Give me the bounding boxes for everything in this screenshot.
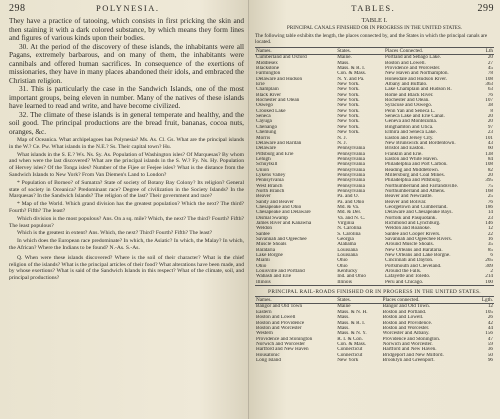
table-cell: Easton and White Haven. <box>385 156 438 162</box>
table-cell: R. I. & Con. <box>337 336 363 342</box>
table-subcaption: The following table exhibits the length, the places connected by, and the States in which the principal canals are located. <box>255 33 488 45</box>
table-cell: Honesdale and Hudson River. <box>385 76 447 82</box>
table-cell: Blackstone <box>256 66 280 72</box>
table-cell: Pennsylvania <box>337 156 365 162</box>
table-cell: 108 <box>485 162 493 168</box>
table-title: TABLE I. <box>361 17 388 24</box>
table-cell: Geneva and Montezuma. <box>385 119 438 125</box>
left-page-header <box>9 3 244 14</box>
table-cell: Georgetown and Cumberland. <box>385 204 448 210</box>
canals-table <box>255 47 494 285</box>
table-cell: Portsmouth and Cleveland. <box>385 263 442 269</box>
table-cell: 78 <box>487 71 493 77</box>
table-cell: Erie <box>256 82 265 88</box>
table-cell: New Haven and Northampton. <box>385 71 449 77</box>
table-cell: 75 <box>487 183 493 189</box>
table-cell: Morris <box>256 135 271 141</box>
table-cell: Bridgeport and New Milford. <box>382 352 444 358</box>
table-cell: Louisiana <box>337 247 358 253</box>
table-cell: Rochester and Olean. <box>385 98 430 104</box>
table-cell: Pennsylvania <box>256 178 284 184</box>
table-cell: Pennsylvania <box>337 162 365 168</box>
table-cell: Boston and Worcester <box>256 325 302 331</box>
table-cell: Philadelphia and Pittsburg. <box>385 178 442 184</box>
table-cell: 76 <box>487 92 493 98</box>
table-cell: Maine. <box>337 54 352 61</box>
body-paragraph: 30. At the period of the discovery of these islands, the inhabitants were all Pagans, extremely barbarous, and on many of them, the inhabitants were cannibals and offered human sacrifices. In consequence of the exertions of missionaries, they have in many places abandoned their idols, and embraced the Christian religion. <box>9 41 244 85</box>
table-cell: Dismal Swamp <box>256 215 288 221</box>
table-cell: Providence and Stonington. <box>382 336 441 342</box>
table-cell: Mass. <box>337 60 350 66</box>
railroads-table <box>255 296 494 363</box>
table-cell: Pennsylvania <box>337 183 365 189</box>
table-cell: Black River <box>256 92 281 98</box>
table-cell: 38 <box>487 103 493 109</box>
table-cell: Champlain <box>256 87 279 93</box>
table-cell: Northumberland and Athens. <box>385 188 446 194</box>
table-cell: Miami <box>256 258 270 264</box>
table-cell: 43 <box>487 140 493 146</box>
table-cell: Albany and Buffalo. <box>385 82 428 88</box>
table-cell: 36 <box>487 347 493 353</box>
table-row <box>255 358 494 363</box>
right-page-header <box>255 3 494 14</box>
table-cell: Providence and Stonington <box>256 336 313 342</box>
table-cell: New York. <box>337 108 360 114</box>
table-cell: Providence and Worcester. <box>385 66 441 72</box>
question-paragraph: Map of Oceanica. What archipelagoes has Polynesia? Ms. As. Cl. Gs. What are the principal islands in the W.? Ce. Pw. What islands in the N.E.? Ss. Their capital town? Hu. <box>9 137 244 150</box>
table-cell: Cumberland and Oxford <box>256 54 307 61</box>
table-cell: Worcester and Albany. <box>382 331 430 337</box>
table-cell: Beaver and Newcastle. <box>385 194 433 200</box>
column-header: Lgth. <box>475 297 494 304</box>
table-cell: Syracuse and Oswego. <box>385 103 433 109</box>
table-cell: North Branch <box>256 188 285 194</box>
table-cell: Weldon and Roanoke. <box>385 226 431 232</box>
table-cell: New York. <box>337 87 360 93</box>
table-cell: 26 <box>487 315 493 321</box>
table-cell: Louisiana <box>337 253 358 259</box>
table-cell: Hartford and New Haven <box>256 347 309 353</box>
table-cell: 395 <box>485 178 493 184</box>
table-cell: 100 <box>485 279 493 285</box>
table-cell: 138 <box>485 151 493 157</box>
table-cell: Pennsylvania <box>337 172 365 178</box>
table-cell: Mass. & R. I. <box>337 320 366 326</box>
table-cell: Ohio <box>256 263 267 269</box>
table-cell: 85 <box>487 247 493 253</box>
table-cell: Richmond and Lynchburg. <box>385 221 441 226</box>
table-cell: 108 <box>485 76 493 82</box>
table-cell: 97 <box>487 124 493 130</box>
body-paragraph: 32. The climate of these islands is in general temperate and healthy, and the soil good. The principal productions are the bread fruit, bananas, cocoa nuts, oranges, &c. <box>9 109 244 136</box>
table-cell: Boston and Lowell. <box>385 60 426 66</box>
table-cell: Santee and Cooper Rivers. <box>385 231 441 237</box>
table-cell: Norfolk and Pasquotank. <box>385 215 437 221</box>
table-cell: Boston and Providence. <box>382 320 433 326</box>
table-cell: Seneca Lake and Erie Canal. <box>385 114 445 120</box>
table-cell: Maine <box>337 303 351 310</box>
table-cell: 27 <box>487 60 493 66</box>
table-cell: Reading and Middletown. <box>385 167 440 173</box>
table-cell: New York. <box>337 82 360 88</box>
table-cell: Northumberland and Farrandsville. <box>385 183 459 189</box>
table-cell: New York. <box>337 130 360 136</box>
table-cell: Binghamton and Utica. <box>385 124 434 130</box>
table-cell: Pittsburg and Erie <box>256 151 294 157</box>
table-cell: 76 <box>487 199 493 205</box>
table-cell: Mass. <box>337 325 350 331</box>
table-cell: Eastern <box>256 309 272 315</box>
body-paragraph: 31. This is particularly the case in the Sandwich Islands, one of the most important groups, being eleven in number. Many of the natives of these islands have learned to read and write, and have become civilized. <box>9 84 244 110</box>
table-cell: Lehigh <box>256 156 271 162</box>
table-cell: 14 <box>487 210 493 216</box>
table-cell: 60 <box>487 146 493 152</box>
running-title: POLYNESIA. <box>96 3 160 13</box>
table-cell: 47 <box>487 336 493 342</box>
table-cell: New Orleans and Barataria. <box>385 247 443 253</box>
table-cell: Franklin and Erie. <box>385 151 423 157</box>
table-cell: 265 <box>485 258 493 264</box>
table-cell: Bangor and Old Town. <box>382 303 431 310</box>
table-cell: 25 <box>487 194 493 200</box>
table-cell: Boston and Lowell <box>256 315 296 321</box>
table-rule <box>255 285 494 286</box>
table-cell: Delaware and Hudson <box>256 76 303 82</box>
table-cell: New York. <box>337 114 360 120</box>
table-cell: 44 <box>487 325 493 331</box>
table-cell: 309 <box>485 263 493 269</box>
table-cell: Peru and Chicago. <box>385 279 424 285</box>
body-paragraph: They have a practice of tatooing, which consists in first pricking the skin and then staining it with a dark colored substance, by which means they form lines and figures of various kinds upon their bodies. <box>9 16 244 42</box>
table-cell: Con. & Mass. <box>337 71 367 77</box>
table-cell: 107 <box>485 98 493 104</box>
table-cell: Illinois <box>256 279 271 285</box>
table-cell: Pennsylvania <box>337 178 365 184</box>
table-cell: Rome and Black River. <box>385 92 434 98</box>
table-cell: Connecticut <box>337 352 363 358</box>
table-cell: Cincinnati and Dayton. <box>385 258 434 264</box>
table-cell: Cayuga <box>256 119 272 125</box>
table-cell: Easton and Jersey City. <box>385 135 434 141</box>
table-cell: New York. <box>337 119 360 125</box>
table-cell: 105 <box>485 309 493 315</box>
question-paragraph: * Population of Borneo? of Sumatra? State of society of Botany Bay Colony? Its religion? General state of society in Oceanica? Predominant race? Degree of civilization in the Society Islands? In the Marquesas? In the Sandwich Islands? The religion of the last? Their government and race? <box>9 179 244 200</box>
table-cell: Pennsylvania <box>337 167 365 173</box>
table-cell: New Orleans and Lake Borgne. <box>385 253 451 259</box>
table-cell: Seneca <box>256 114 271 120</box>
table-cell: Millersburg and Coal Mines. <box>385 172 445 178</box>
table-cell: Va. and N. C. <box>337 215 366 221</box>
page-number: 299 <box>477 3 494 14</box>
table-cell: 45 <box>487 66 493 72</box>
table-cell: Around the Falls. <box>385 269 422 275</box>
table-cell: Philadelphia and Port Carbon. <box>385 162 448 168</box>
table-cell: N. J. <box>337 135 347 141</box>
table-cell: Pa. and Ohio <box>337 199 365 205</box>
table-cell: N. Carolina <box>337 226 362 232</box>
table-cell: Ind. and Ohio <box>337 274 366 280</box>
table-cell: 146 <box>485 221 493 226</box>
table-cell: Boston and Worcester. <box>382 325 430 331</box>
right-page <box>249 0 500 419</box>
table-cell: Chenango <box>256 124 278 130</box>
table-cell: Barataria <box>256 247 276 253</box>
table-cell: 35 <box>487 242 493 248</box>
table-cell: 42 <box>487 320 493 326</box>
table-cell: 20 <box>487 54 493 61</box>
table-cell: Penn Yan and Seneca L. <box>385 108 436 114</box>
table-cell: N. J. <box>337 140 347 146</box>
table-cell: 50 <box>487 352 493 358</box>
table-cell: Ohio <box>337 263 348 269</box>
table-cell: Crooked Lake <box>256 108 286 114</box>
table-cell: Pa. and O. <box>337 194 359 200</box>
question-paragraph: What islands in the S. E.? Ws. Ns. Sy. As. Population of Washington isles? Of Marquesas? By whom and when were the last discovered? What are the principal islands in the S. W.? Fy. Ns. Hy. Population of Hervey isles? Of the Tonga isles? Number of the Fijee or Feejee isles? What is the distance from the Sandwich Islands to New York? From Van Diemen's Land to London? <box>9 151 244 178</box>
table-cell: Norwich and Worcester <box>256 341 306 347</box>
table-cell: Brooklyn and Greenport. <box>382 357 435 363</box>
table-cell: 16 <box>487 237 493 243</box>
table-cell: Wabash and Erie <box>256 274 292 280</box>
table-cell: Mass. & R. I. <box>337 66 366 72</box>
table-cell: Elmira and Seneca Lake. <box>385 130 437 136</box>
column-header: States. <box>336 48 384 55</box>
table-cell: 168 <box>485 188 493 194</box>
table-cell: Beaver <box>256 194 271 200</box>
table-cell: Weldon <box>256 226 273 232</box>
table-cell: Schuylkill <box>256 162 278 168</box>
table-cell: Savannah and Ogeechee <box>256 237 307 243</box>
table-cell: 63 <box>487 87 493 93</box>
table-caption: PRINCIPAL RAIL-ROADS FINISHED OR IN PROGRESS IN THE UNITED STATES. <box>268 289 481 296</box>
question-paragraph: Which division is the most populous? Ans. On a sq. mile? Which, the next? The third? Fourth? Fifth? The least populous? <box>9 215 244 229</box>
table-cell: Md. & Del. <box>337 210 362 216</box>
table-cell: New Brunswick and Bordentown. <box>385 140 456 146</box>
table-cell: Rochester and Olean <box>256 98 300 104</box>
column-header: Names. <box>255 297 336 304</box>
table-cell: 23 <box>487 215 493 221</box>
table-cell: Boston and Lowell. <box>382 315 424 321</box>
table-cell: Illinois <box>337 279 352 285</box>
table-cell: Delaware and Raritan <box>256 140 302 146</box>
table-cell: Virginia <box>337 221 355 226</box>
table-cell: Around Muscle Shoals. <box>385 242 434 248</box>
table-cell: N. Y. and Pa. <box>337 76 365 82</box>
table-cell: Union <box>256 167 269 173</box>
table-cell: Lake Champlain and Hudson R. <box>385 87 452 93</box>
table-cell: Pennsylvania <box>337 146 365 152</box>
table-cell: Georgia <box>337 237 354 243</box>
table-cell: Alabama <box>337 242 356 248</box>
table-cell: Delaware <box>256 146 276 152</box>
table-cell: Chesapeake and Ohio <box>256 204 302 210</box>
table-cell: West Branch <box>256 183 283 189</box>
question-paragraph: In which does the European race predominate? In which, the Asiatic? In which, the Malay? In which, the African? Where the Indians to be found? N.-As. S.-As. <box>9 238 244 251</box>
table-cell: S. Carolina <box>337 231 361 237</box>
table-cell: Muscle Shoals <box>256 242 287 248</box>
table-cell: Sandy and Beaver <box>256 199 294 205</box>
table-cell: 101 <box>485 135 493 141</box>
question-paragraph: Which is the greatest in extent? Ans. Which, the next? Third? Fourth? Fifth? The least? <box>17 230 213 237</box>
table-cell: Connecticut <box>337 347 363 353</box>
table-cell: Farmington <box>256 71 281 77</box>
table-cell: Middlesex <box>256 60 278 66</box>
table-cell: Long Island <box>256 357 281 363</box>
table-cell: Mass. & N. H. <box>337 309 368 315</box>
table-cell: Portland and Sebago Lake. <box>385 54 441 61</box>
table-cell: Lafayette and Toledo. <box>385 274 431 280</box>
table-cell: Chesapeake and Delaware <box>256 210 311 216</box>
table-cell: 22 <box>487 231 493 237</box>
table-cell: Pennsylvania <box>337 151 365 157</box>
table-cell: 20 <box>487 114 493 120</box>
table-cell: James River and Kanawha <box>256 221 312 226</box>
table-cell: 23 <box>487 130 493 136</box>
table-cell: New York. <box>337 92 360 98</box>
table-cell: 12 <box>487 226 493 232</box>
table-cell: 84 <box>487 156 493 162</box>
column-header: States. <box>336 297 381 304</box>
table-cell: Hartford and New Haven. <box>382 347 437 353</box>
table-cell: New York. <box>337 103 360 109</box>
table-cell: 82 <box>487 167 493 173</box>
table-cell: Boston and Portland. <box>382 309 427 315</box>
table-cell: Norwich and Worcester. <box>382 341 433 347</box>
table-cell: 59 <box>487 341 493 347</box>
table-cell: 96 <box>487 357 493 363</box>
table-cell: New York. <box>337 124 360 130</box>
table-cell: Mass. & N. Y. <box>337 331 367 337</box>
table-cell: Oswego <box>256 103 274 109</box>
question-paragraph: * Map of the World. Which grand division has the greatest population? Which the next? The third? Fourth? Fifth? The least? <box>9 201 244 214</box>
table-cell: New York. <box>337 98 360 104</box>
table-caption: PRINCIPAL CANALS FINISHED OR IN PROGRESS IN THE UNITED STATES. <box>286 25 463 31</box>
table-cell: Mass. <box>337 315 350 321</box>
table-cell: Kentucky <box>337 269 358 275</box>
table-cell: 186 <box>485 204 493 210</box>
table-cell: Chemung <box>256 130 277 136</box>
table-cell: Beaver and Bolivar. <box>385 199 427 205</box>
table-cell: Lake Borgne <box>256 253 283 259</box>
table-cell: 363 <box>485 82 493 88</box>
table-cell: 8 <box>490 108 493 114</box>
table-cell: 214 <box>485 274 493 280</box>
table-cell: 12 <box>487 303 493 310</box>
table-cell: Con. & Mass. <box>337 341 367 347</box>
page-number: 298 <box>9 3 26 14</box>
table-cell: Md. & Va. <box>337 204 360 210</box>
left-page <box>0 0 249 419</box>
table-cell: Ohio <box>337 258 348 264</box>
column-header: Places Connected. <box>384 48 480 55</box>
column-header: Lth <box>480 48 494 55</box>
table-cell: Boston and Providence <box>256 320 305 326</box>
running-title: TABLES. <box>351 3 396 13</box>
table-cell: 20 <box>487 172 493 178</box>
table-cell: 156 <box>485 331 493 337</box>
table-cell: Delaware and Chesapeake Bays. <box>385 210 453 216</box>
table-cell: Savannah and Ogeechee Rivers. <box>385 237 452 243</box>
table-cell: Lykens Valley <box>256 172 286 178</box>
column-header: Places connected. <box>382 297 475 304</box>
table-cell: Pennsylvania <box>337 188 365 194</box>
table-cell: Bristol and Easton. <box>385 146 425 152</box>
table-cell: Bangor and Old Town <box>256 303 303 310</box>
table-cell: Louisville and Portland <box>256 269 305 275</box>
table-cell: Western <box>256 331 273 337</box>
footnote: Q. When were these islands discovered? Where is the soil of their character? What is the chief religion of the islands? What is the principal articles of their food? What alterations have been made, and by whose exertions? What is said of the Sandwich Islands in this respect? What of the climate, soil, and principal productions? <box>9 254 244 282</box>
column-header: Names. <box>255 48 336 55</box>
table-cell: Housatonic <box>256 352 280 358</box>
table-cell: 6 <box>490 253 493 259</box>
table-cell: Santee <box>256 231 270 237</box>
table-cell: 2 <box>490 269 493 275</box>
table-cell: New York <box>337 357 359 363</box>
table-cell: 20 <box>487 119 493 125</box>
